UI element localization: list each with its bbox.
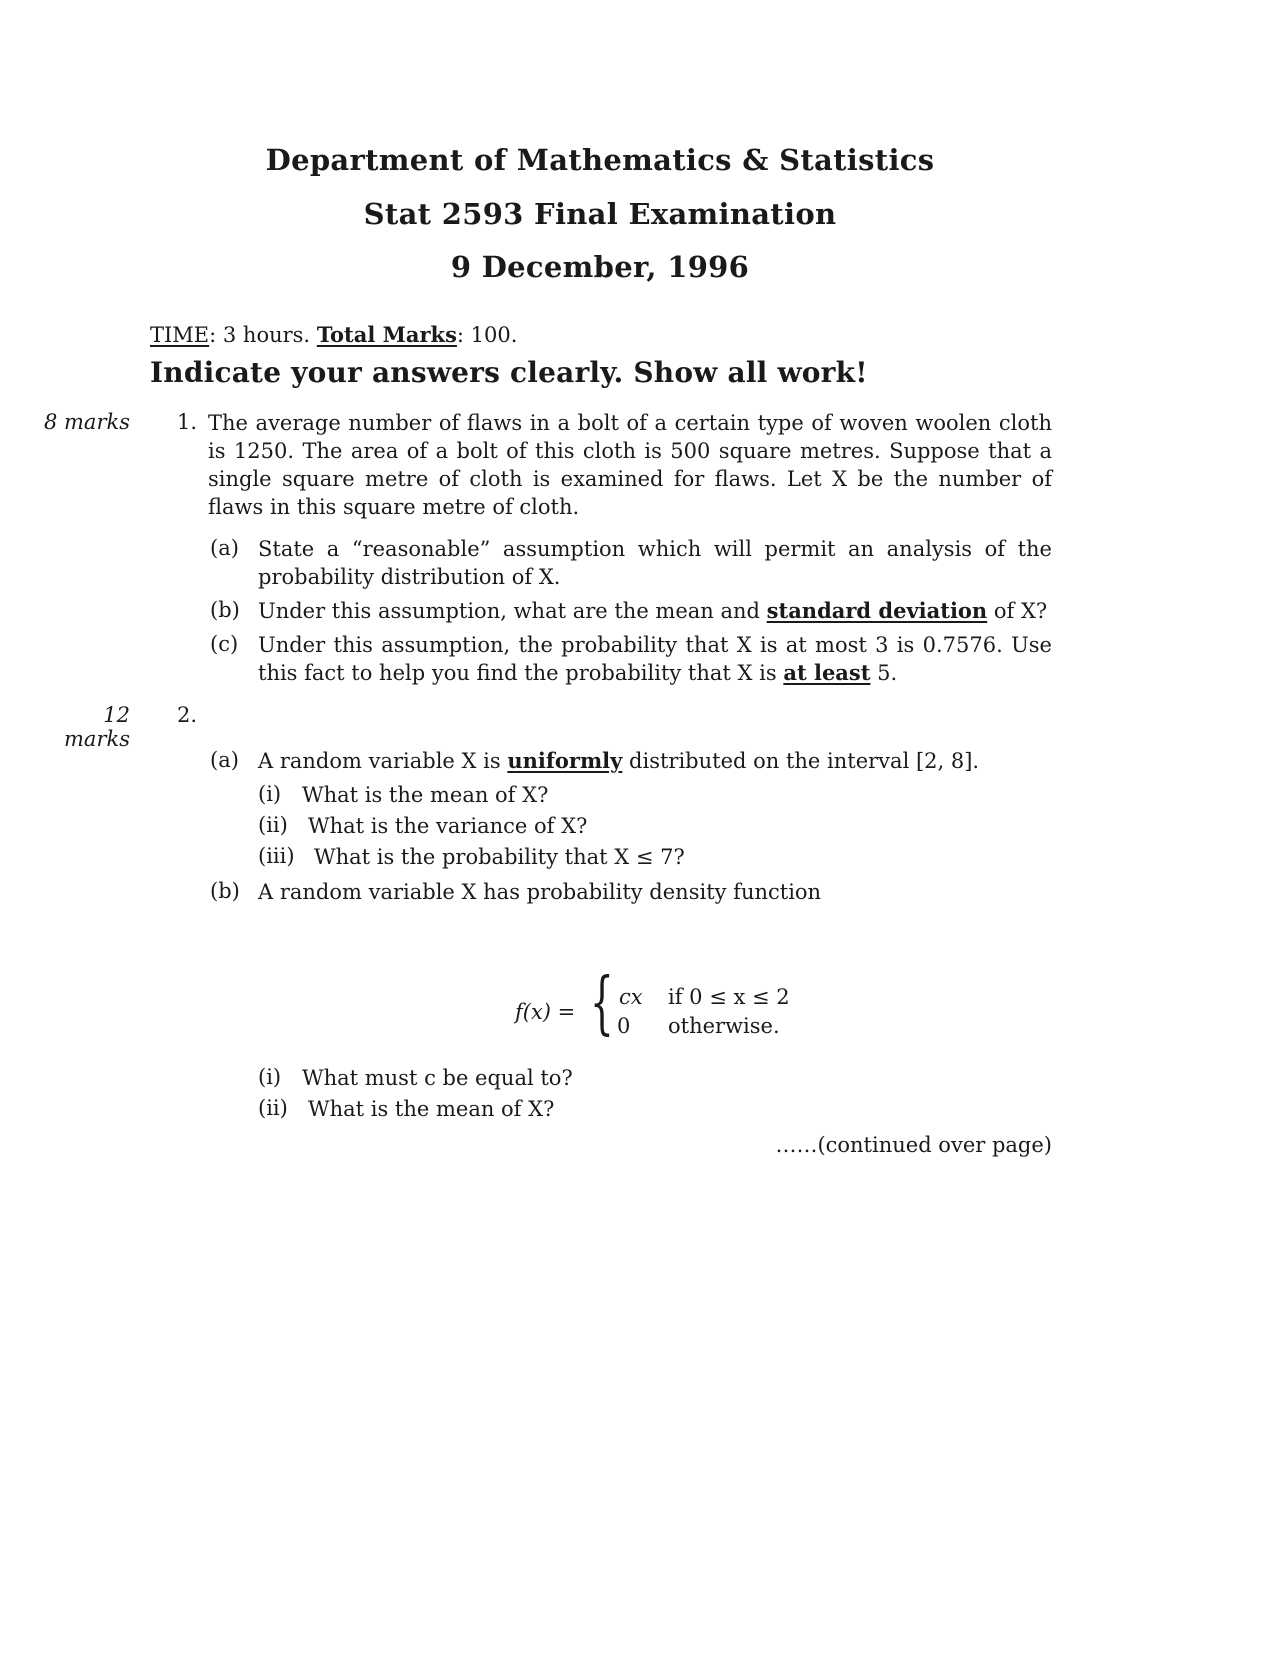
q1-a-label: (a) <box>210 536 239 560</box>
total-marks-value: : 100. <box>456 323 518 347</box>
q1-c-text <box>258 631 1052 687</box>
q2-a-iii-label: (iii) <box>258 844 295 868</box>
q2-a-emphasis: uniformly <box>507 748 623 773</box>
time-value: : 3 hours. <box>209 323 311 347</box>
exam-date: 9 December, 1996 <box>450 250 750 284</box>
q2-b-text: A random variable X has probability density function <box>258 880 822 904</box>
q1-a-text: State a “reasonable” assumption which will permit an analysis of the probability distribution of X. <box>258 537 1052 589</box>
q1-number: 1. <box>177 410 198 434</box>
q2-a-ii-label: (ii) <box>258 813 288 837</box>
formula-case1-condition: if 0 ≤ x ≤ 2 <box>668 985 790 1009</box>
q2-a-label: (a) <box>210 748 239 772</box>
q2-a-ii-text: What is the variance of X? <box>308 814 588 838</box>
q1-c-label: (c) <box>210 632 239 656</box>
q2-number: 2. <box>177 703 198 727</box>
q1-c-post: 5. <box>877 661 898 685</box>
q1-b-pre: Under this assumption, what are the mean and <box>258 599 760 623</box>
q2-b-i-text: What must c be equal to? <box>302 1066 573 1090</box>
instructions: Indicate your answers clearly. Show all work! <box>150 356 868 389</box>
formula-lhs: f(x) = <box>515 1000 576 1024</box>
q2-a-post: distributed on the interval [2, 8]. <box>629 749 980 773</box>
q1-b-emphasis: standard deviation <box>766 598 988 623</box>
q1-b-label: (b) <box>210 598 240 622</box>
q2-b-ii-label: (ii) <box>258 1096 288 1120</box>
exam-meta <box>150 322 517 347</box>
formula-brace: { <box>590 964 614 1043</box>
formula-case2-value: 0 <box>617 1014 631 1038</box>
q2-b-i-label: (i) <box>258 1065 282 1089</box>
q2-a-i-label: (i) <box>258 782 282 806</box>
time-label: TIME <box>150 323 210 347</box>
total-marks-label: Total Marks <box>316 322 457 347</box>
q2-a-i-text: What is the mean of X? <box>302 783 549 807</box>
q2-b-label: (b) <box>210 879 240 903</box>
q1-text: The average number of flaws in a bolt of a certain type of woven woolen cloth is 1250. The area of a bolt of this cloth is 500 square metres. Suppose that a single square metre of cloth is examined for flaws. Let X be the number of flaws in this square metre of cloth. <box>208 411 1052 519</box>
continued-note: ……(continued over page) <box>775 1133 1052 1157</box>
q2-a-text <box>258 747 1058 775</box>
q2-marks: 12 marks <box>64 703 130 751</box>
q2-a-iii-text: What is the probability that X ≤ 7? <box>314 845 685 869</box>
formula-case2-condition: otherwise. <box>668 1014 780 1038</box>
q1-c-emphasis: at least <box>783 660 871 685</box>
exam-title: Stat 2593 Final Examination <box>363 197 837 231</box>
q1-b-post: of X? <box>993 599 1048 623</box>
department-title: Department of Mathematics & Statistics <box>265 143 935 177</box>
q1-marks: 8 marks <box>43 410 130 434</box>
q2-b-ii-text: What is the mean of X? <box>308 1097 555 1121</box>
q1-b-text <box>258 597 1058 625</box>
q2-a-pre: A random variable X is <box>258 749 501 773</box>
q1-c-pre: Under this assumption, the probability that X is at most 3 is 0.7576. Use this fact to help you find the probability that X is <box>258 633 1052 685</box>
formula-case1-value: cx <box>619 985 643 1009</box>
